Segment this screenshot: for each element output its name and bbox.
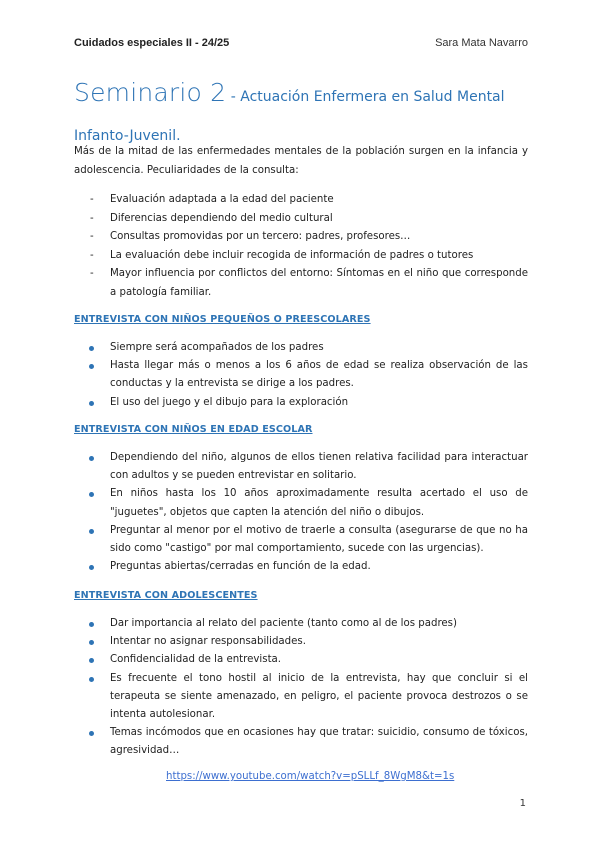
list-item xyxy=(74,357,528,393)
title-subtitle: - Actuación Enfermera en Salud Mental Infanto-Juvenil. xyxy=(74,89,505,144)
list-item xyxy=(74,394,528,412)
bullet-icon xyxy=(89,731,94,736)
dash-marker: - xyxy=(90,231,94,242)
list-item-text: La evaluación debe incluir recogida de información de padres o tutores xyxy=(110,249,474,261)
bullet-icon xyxy=(89,529,94,534)
list-item-text: En niños hasta los 10 años aproximadamente resulta acertado el uso de "juguetes", objetos que capten la atención del niño o dibujos. xyxy=(110,488,528,518)
list-item-text: Confidencialidad de la entrevista. xyxy=(110,654,282,666)
list-item-text: Hasta llegar más o menos a los 6 años de edad se realiza observación de las conductas y la entrevista se dirige a los padres. xyxy=(110,360,528,390)
bullet-icon xyxy=(89,401,94,406)
list-item-text: Intentar no asignar responsabilidades. xyxy=(110,636,306,648)
list-item xyxy=(74,191,528,210)
list-item-text: Consultas promovidas por un tercero: padres, profesores… xyxy=(110,231,411,242)
list-item-text: Dependiendo del niño, algunos de ellos tienen relativa facilidad para interactuar con adultos y se pueden entrevistar en solitario. xyxy=(110,452,528,482)
list-item xyxy=(74,485,528,521)
youtube-link[interactable]: https://www.youtube.com/watch?v=pSLLf_8WgM8&t=1s xyxy=(166,771,455,782)
dash-marker: - xyxy=(90,194,94,205)
list-item-text: Preguntar al menor por el motivo de traerle a consulta (asegurarse de que no ha sido como "castigo" por mal comportamiento, sucede con las urgencias). xyxy=(110,524,528,555)
section-list-preescolares xyxy=(74,339,528,412)
intro-paragraph: Más de la mitad de las enfermedades mentales de la población surgen en la infancia y adolescencia. Peculiaridades de la consulta: xyxy=(74,146,528,176)
bullet-icon xyxy=(89,622,94,627)
header-author: Sara Mata Navarro xyxy=(435,37,528,49)
bullet-icon xyxy=(89,492,94,497)
section-list-escolar xyxy=(74,449,528,576)
list-item-text: Temas incómodos que en ocasiones hay que tratar: suicidio, consumo de tóxicos, agresividad… xyxy=(110,727,528,757)
section-heading-adolescentes: ENTREVISTA CON ADOLESCENTES xyxy=(74,590,258,601)
list-item xyxy=(74,339,528,357)
section-list-adolescentes xyxy=(74,615,528,761)
list-item-text: Mayor influencia por conflictos del entorno: Síntomas en el niño que corresponde a patología familiar. xyxy=(110,268,528,298)
bullet-icon xyxy=(89,658,94,663)
list-item-text: Dar importancia al relato del paciente (tanto como al de los padres) xyxy=(110,618,457,629)
section-heading-escolar: ENTREVISTA CON NIÑOS EN EDAD ESCOLAR xyxy=(74,424,313,435)
list-item xyxy=(74,522,528,558)
list-item xyxy=(74,449,528,485)
list-item xyxy=(74,651,528,669)
bullet-icon xyxy=(89,565,94,570)
list-item xyxy=(74,670,528,725)
list-item xyxy=(74,724,528,760)
bullet-icon xyxy=(89,456,94,461)
header-course: Cuidados especiales II - 24/25 xyxy=(74,37,230,49)
list-item xyxy=(74,558,528,576)
list-item-text: El uso del juego y el dibujo para la exploración xyxy=(110,396,349,408)
peculiarities-list xyxy=(74,191,528,302)
bullet-icon xyxy=(89,346,94,351)
list-item xyxy=(74,615,528,633)
list-item xyxy=(74,265,528,302)
page-number: 1 xyxy=(519,798,526,809)
section-heading-preescolares: ENTREVISTA CON NIÑOS PEQUEÑOS O PREESCOLARES xyxy=(74,314,371,325)
dash-marker: - xyxy=(90,249,94,261)
list-item xyxy=(74,210,528,229)
title-main: Seminario 2 xyxy=(74,78,227,107)
list-item-text: Es frecuente el tono hostil al inicio de la entrevista, hay que concluir si el terapeuta se siente amenazado, en peligro, el paciente provoca destrozos o se intenta autolesionar. xyxy=(110,672,528,721)
list-item xyxy=(74,633,528,651)
dash-marker: - xyxy=(90,268,94,279)
dash-marker: - xyxy=(90,212,94,224)
list-item-text: Preguntas abiertas/cerradas en función de la edad. xyxy=(110,561,371,573)
bullet-icon xyxy=(89,640,94,645)
list-item-text: Diferencias dependiendo del medio cultural xyxy=(110,212,333,224)
list-item-text: Siempre será acompañados de los padres xyxy=(110,342,324,353)
bullet-icon xyxy=(89,677,94,682)
list-item xyxy=(74,247,528,266)
list-item xyxy=(74,228,528,247)
bullet-icon xyxy=(89,364,94,369)
list-item-text: Evaluación adaptada a la edad del paciente xyxy=(110,194,334,205)
